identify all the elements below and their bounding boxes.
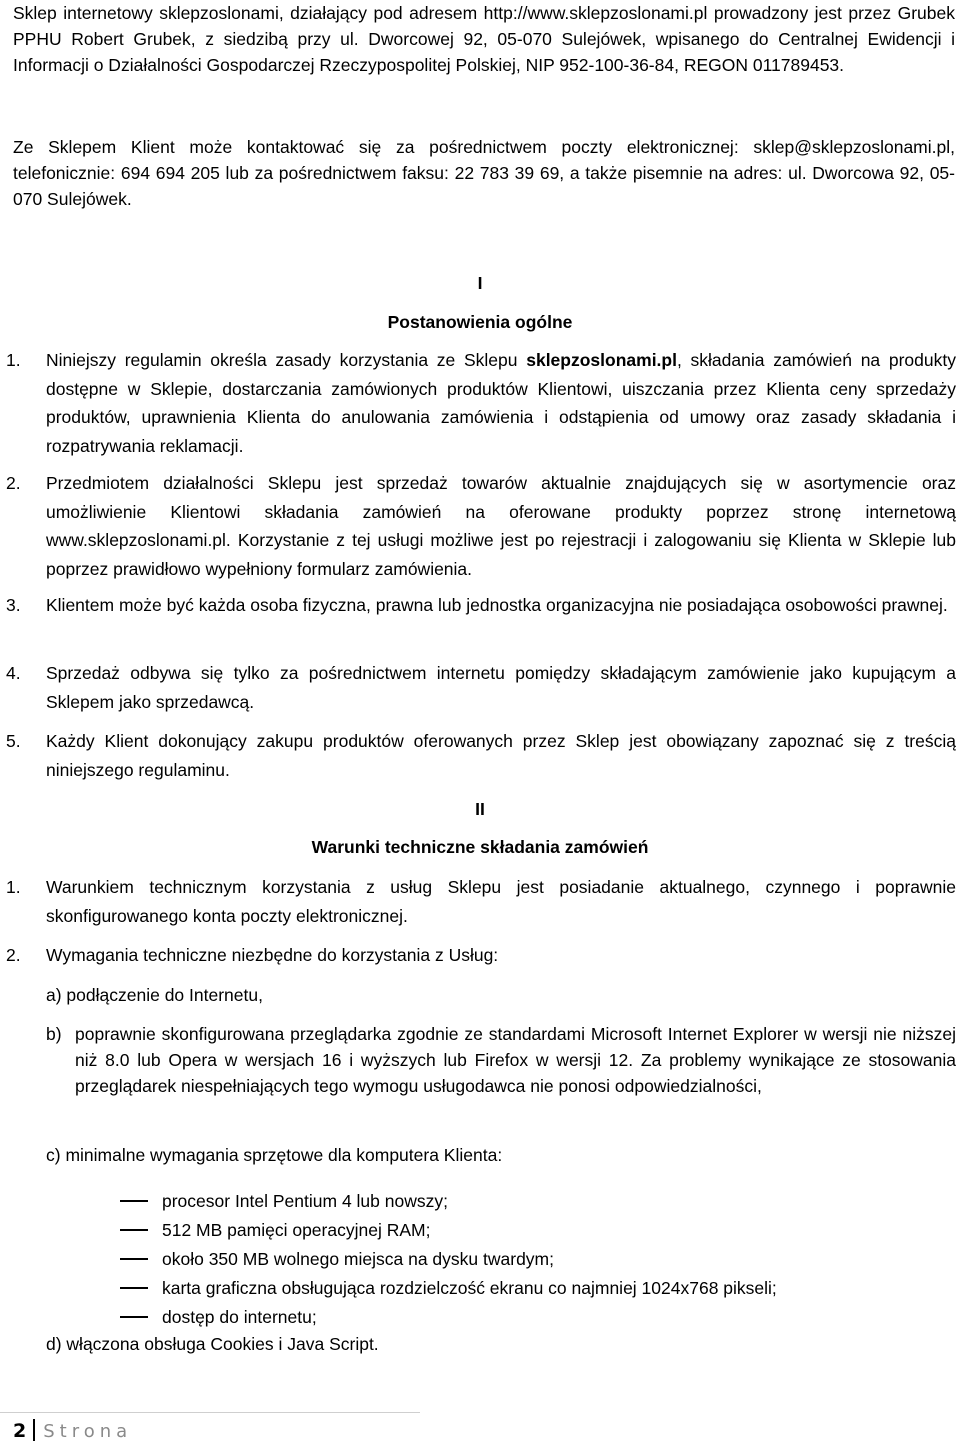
section-1-item-5 — [6, 727, 956, 784]
intro-paragraph-contact: Ze Sklepem Klient może kontaktować się za pośrednictwem poczty elektronicznej: sklep@sklepzoslonami.pl, telefonicznie: 694 694 205 lub za pośrednictwem faksu: 22 783 39 69, a także pisemnie na adres: ul. Dworcowa 92, 05-070 Sulejówek. — [13, 137, 955, 209]
dash-bullet — [120, 1287, 148, 1289]
item-number: 2. — [6, 473, 21, 493]
intro-paragraph-operator: Sklep internetowy sklepzoslonami, działający pod adresem http://www.sklepzoslonami.pl prowadzony jest przez Grubek PPHU Robert Grubek, z siedzibą przy ul. Dworcowej 92, 05-070 Sulejówek, wpisanego do Centralnej Ewidencji i Informacji o Działalności Gospodarczej Rzeczypospolitej Polskiej, NIP 952-100-36-84, REGON 011789453. — [13, 3, 955, 75]
item-text: Sprzedaż odbywa się tylko za pośrednictwem internetu pomiędzy składającym zamówienie jako kupującym a Sklepem jako sprzedawcą. — [46, 663, 956, 712]
section-2-item-1 — [6, 873, 956, 930]
dash-bullet — [120, 1258, 148, 1260]
shop-name-bold: sklepzoslonami.pl — [526, 350, 677, 370]
section-2-roman-numeral: II — [475, 799, 485, 819]
dash-bullet — [120, 1316, 148, 1318]
item-text: Klientem może być każda osoba fizyczna, prawna lub jednostka organizacyjna nie posiadająca osobowości prawnej. — [46, 595, 948, 615]
hardware-list-item: 512 MB pamięci operacyjnej RAM; — [120, 1217, 430, 1243]
item-text: Niniejszy regulamin określa zasady korzystania ze Sklepu sklepzoslonami.pl, składania zamówień na produkty dostępne w Sklepie, dostarczania zamówionych produktów Klientowi, uiszczania przez Klienta ceny sprzedaży produktów, uprawnienia Klienta do anulowania zamówienia i odstąpienia od umowy oraz zasady składania i rozpatrywania reklamacji. — [46, 350, 956, 456]
section-2-title: Warunki techniczne składania zamówień — [311, 837, 649, 857]
dash-bullet — [120, 1229, 148, 1231]
hardware-list-item: karta graficzna obsługująca rozdzielczość ekranu co najmniej 1024x768 pikseli; — [120, 1275, 777, 1301]
item-number: 3. — [6, 595, 21, 615]
page-footer — [13, 1418, 132, 1445]
item-number: 1. — [6, 877, 21, 897]
item-number: 5. — [6, 731, 21, 751]
section-1-item-1 — [6, 346, 956, 460]
item-text: Wymagania techniczne niezbędne do korzystania z Usług: — [46, 945, 499, 965]
requirement-b-label: b) — [46, 1024, 62, 1044]
item-number: 4. — [6, 663, 21, 683]
section-1-roman-numeral: I — [477, 273, 483, 293]
requirement-c: c) minimalne wymagania sprzętowe dla komputera Klienta: — [46, 1145, 503, 1165]
hardware-list-item: procesor Intel Pentium 4 lub nowszy; — [120, 1188, 448, 1214]
requirement-b — [46, 1021, 956, 1099]
section-1-title: Postanowienia ogólne — [387, 312, 573, 332]
dash-bullet — [120, 1200, 148, 1202]
requirement-b-text: poprawnie skonfigurowana przeglądarka zgodnie ze standardami Microsoft Internet Explorer w wersji nie niższej niż 8.0 lub Opera w wersjach 16 i wyższych lub Firefox w wersji 12. Za problemy wynikające ze stosowania przeglądarek niespełniających tego wymogu usługodawca nie ponosi odpowiedzialności, — [75, 1024, 956, 1096]
section-2-item-2 — [6, 941, 956, 970]
section-1-item-2 — [6, 469, 956, 583]
requirement-a: a) podłączenie do Internetu, — [46, 985, 263, 1005]
hardware-list-item: dostęp do internetu; — [120, 1304, 317, 1330]
item-text: Każdy Klient dokonujący zakupu produktów oferowanych przez Sklep jest obowiązany zapoznać się z treścią niniejszego regulaminu. — [46, 731, 956, 780]
item-number: 1. — [6, 350, 21, 370]
requirement-d: d) włączona obsługa Cookies i Java Script. — [46, 1334, 379, 1354]
footer-divider — [0, 1412, 420, 1413]
item-text: Przedmiotem działalności Sklepu jest sprzedaż towarów aktualnie znajdujących się w asortymencie oraz umożliwienie Klientowi składania zamówień na oferowane produkty poprzez stronę internetową www.sklepzoslonami.pl. Korzystanie z tej usługi możliwe jest po rejestracji i zalogowaniu się Klienta w Sklepie lub poprzez prawidłowo wypełniony formularz zamówienia. — [46, 473, 956, 579]
page-label: Strona — [43, 1421, 133, 1442]
page-number: 2 — [13, 1420, 27, 1442]
footer-separator — [33, 1419, 35, 1441]
section-1-item-3 — [6, 591, 956, 620]
section-1-item-4 — [6, 659, 956, 716]
item-text: Warunkiem technicznym korzystania z usług Sklepu jest posiadanie aktualnego, czynnego i poprawnie skonfigurowanego konta poczty elektronicznej. — [46, 877, 956, 926]
hardware-list-item: około 350 MB wolnego miejsca na dysku twardym; — [120, 1246, 554, 1272]
item-number: 2. — [6, 945, 21, 965]
